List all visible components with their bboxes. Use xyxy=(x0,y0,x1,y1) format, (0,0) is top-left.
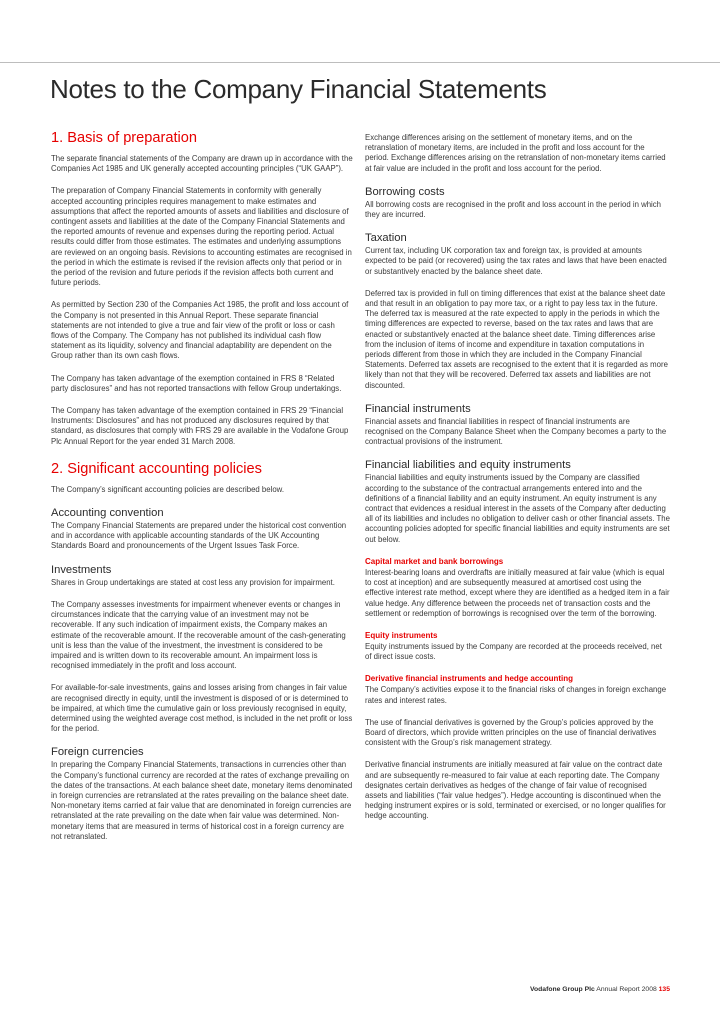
paragraph: The preparation of Company Financial Statements in conformity with generally accepted accounting principles requires management to make estimates and assumptions that affect the reported amounts of assets and liabilities and disclosure of contingent assets and liabilities at the date of the Company Financial Statements and the reported amounts of revenue and expenses during the reporting period. Actual results could differ from those estimates. The estimates and underlying assumptions are reviewed on an ongoing basis. Revisions to accounting estimates are recognised in the period in which the estimate is revised if the revision affects only that period or in the period of the revision and future periods if the revision affects both current and future periods. xyxy=(51,186,352,288)
subheading-taxation: Taxation xyxy=(365,232,407,245)
right-column xyxy=(365,133,670,832)
footer-report: Annual Report 2008 xyxy=(594,986,659,993)
paragraph: The Company has taken advantage of the exemption contained in FRS 29 “Financial Instruments: Disclosures” and has not produced any disclosures required by that standard, as disclosures that comply with FRS 29 are available in the Vodafone Group Plc Annual Report for the year ended 31 March 2008. xyxy=(51,406,349,446)
paragraph: All borrowing costs are recognised in the profit and loss account in the period in which they are incurred. xyxy=(365,199,662,220)
paragraph: As permitted by Section 230 of the Companies Act 1985, the profit and loss account of the Company is not presented in this Annual Report. These separate financial statements are not intended to give a true and fair view of the profit or loss or cash flows of the Company. The Company has not published its individual cash flow statement as its liquidity, solvency and financial adaptability are dependent on the Group rather than its own cash flows. xyxy=(51,300,349,361)
paragraph: The Company’s significant accounting policies are described below. xyxy=(51,484,285,494)
subheading-equity-instruments: Equity instruments xyxy=(365,630,438,640)
paragraph: The Company Financial Statements are prepared under the historical cost convention and in accordance with applicable accounting standards of the UK Accounting Standards Board and pronouncements of the Urgent Issues Task Force. xyxy=(51,521,347,551)
paragraph: Derivative financial instruments are initially measured at fair value on the contract date and are subsequently re-measured to fair value at each reporting date. The Company designates certain derivatives as hedges of the change of fair value of recognised assets and liabilities (“fair value hedges”). Hedge accounting is discontinued when the hedging instrument expires or is sold, terminated or exercised, or no longer qualifies for hedge accounting. xyxy=(365,760,666,821)
section-1-heading: 1. Basis of preparation xyxy=(51,130,198,146)
paragraph: Shares in Group undertakings are stated at cost less any provision for impairment. xyxy=(51,577,335,587)
paragraph: In preparing the Company Financial Statements, transactions in currencies other than the Company’s functional currency are recorded at the rates of exchange prevailing on the dates of the transactions. At each balance sheet date, monetary items denominated in foreign currencies are retranslated at the rates prevailing on the balance sheet date. Non-monetary items carried at fair value that are denominated in foreign currencies are retranslated at the rate prevailing on the date when fair value was determined. Non-monetary items that are measured in terms of historical cost in a foreign currency are not retranslated. xyxy=(51,760,353,841)
paragraph: For available-for-sale investments, gains and losses arising from changes in fair value are recognised directly in equity, until the investment is disposed of or is determined to be impaired, at which time the cumulative gain or loss previously recognised in equity, determined using the weighted average cost method, is included in the net profit or loss for the period. xyxy=(51,683,353,734)
section-2-heading: 2. Significant accounting policies xyxy=(51,460,262,477)
page-number: 135 xyxy=(658,986,670,993)
paragraph: The Company assesses investments for impairment whenever events or changes in circumstances indicate that the carrying value of an investment may not be recoverable. If any such indication of impairment exists, the Company makes an estimate of the recoverable amount. If the recoverable amount of the cash-generating unit is less than the value of the investment, the investment is considered to be impaired and is written down to its recoverable amount. An impairment loss is recognised immediately in the profit and loss account. xyxy=(51,599,346,671)
paragraph: The Company has taken advantage of the exemption contained in FRS 8 “Related party disclosures” and has not reported transactions with fellow Group undertakings. xyxy=(51,373,342,393)
subheading-financial-liabilities-equity: Financial liabilities and equity instruments xyxy=(365,459,571,472)
subheading-derivatives: Derivative financial instruments and hedge accounting xyxy=(365,674,574,684)
paragraph: Interest-bearing loans and overdrafts are initially measured at fair value (which is equal to cost at inception) and are subsequently measured at amortised cost using the effective interest rate method, except where they are identified as a hedged item in a fair value hedge. Any difference between the proceeds net of transaction costs and the settlement or redemption of borrowings is recognised over the term of the borrowing. xyxy=(365,567,670,618)
page-title: Notes to the Company Financial Statements xyxy=(50,74,547,104)
paragraph: The Company’s activities expose it to the financial risks of changes in foreign exchange rates and interest rates. xyxy=(365,685,667,705)
footer-brand: Vodafone Group Plc xyxy=(529,986,595,993)
subheading-financial-instruments: Financial instruments xyxy=(365,402,471,415)
paragraph: Deferred tax is provided in full on timing differences that exist at the balance sheet date and that result in an obligation to pay more tax, or a right to pay less tax in the future. The deferred tax is measured at the rate expected to apply in the periods in which the timing differences are expected to reverse, based on the tax rates and laws that are enacted or substantively enacted at the balance sheet date. Timing differences arise from the inclusion of items of income and expenditure in taxation computations in periods different from those in which they are included in the Company Financial Statements. Deferred tax assets are recognised to the extent that it is regarded as more likely than not that they will be recovered. Deferred tax assets and liabilities are not discounted. xyxy=(365,288,668,390)
paragraph: Current tax, including UK corporation tax and foreign tax, is provided at amounts expected to be paid (or recovered) using the tax rates and laws that have been enacted or substantively enacted by the balance sheet date. xyxy=(365,246,667,276)
subheading-foreign-currencies: Foreign currencies xyxy=(51,746,144,759)
paragraph: Financial liabilities and equity instruments issued by the Company are classified according to the substance of the contractual arrangements entered into and the definitions of a financial liability and an equity instrument. An equity instrument is any contract that evidences a residual interest in the assets of the Company after deducting all of its liabilities and includes no obligation to deliver cash or other financial assets. The accounting policies adopted for specific financial liabilities and equity instruments are set out below. xyxy=(365,473,670,544)
page-footer xyxy=(530,986,670,993)
subheading-accounting-convention: Accounting convention xyxy=(51,507,164,520)
paragraph: The separate financial statements of the Company are drawn up in accordance with the Companies Act 1985 and UK generally accepted accounting principles (“UK GAAP”). xyxy=(51,154,353,174)
subheading-capital-market: Capital market and bank borrowings xyxy=(365,556,504,566)
subheading-investments: Investments xyxy=(51,563,112,576)
left-column xyxy=(51,130,353,852)
paragraph: Financial assets and financial liabilities in respect of financial instruments are recognised on the Company Balance Sheet when the Company becomes a party to the contractual provisions of the instrument. xyxy=(365,416,667,447)
subheading-borrowing-costs: Borrowing costs xyxy=(365,185,445,198)
paragraph: The use of financial derivatives is governed by the Group’s policies approved by the Board of directors, which provide written principles on the use of financial derivatives consistent with the Group’s risk management strategy. xyxy=(365,717,657,748)
paragraph: Equity instruments issued by the Company are recorded at the proceeds received, net of direct issue costs. xyxy=(365,641,662,662)
top-rule xyxy=(0,62,720,63)
paragraph: Exchange differences arising on the settlement of monetary items, and on the retranslation of monetary items, are included in the profit and loss account for the period. Exchange differences arising on the retranslation of non-monetary items carried at fair value are included in the profit and loss account for the period. xyxy=(365,133,666,173)
